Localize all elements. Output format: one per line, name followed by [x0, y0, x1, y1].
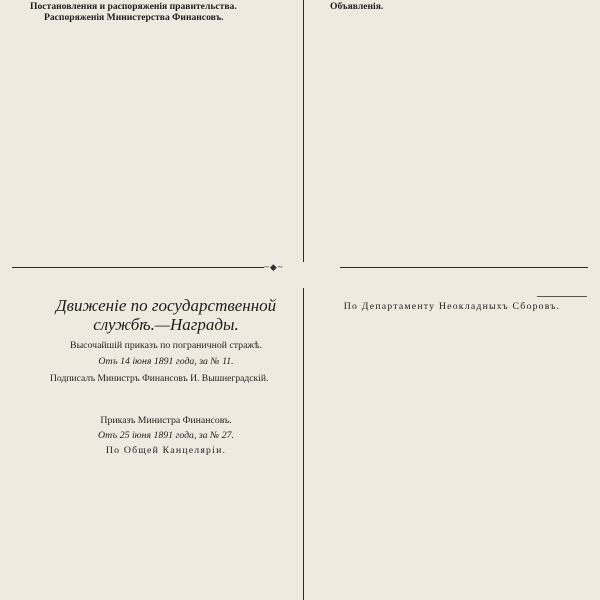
- ministry-order-date: Отъ 25 іюня 1891 года, за № 27.: [98, 429, 234, 441]
- subheading-rule: [537, 296, 587, 297]
- indirect-taxes-subheading: По Департаменту Неокладныхъ Сборовъ.: [343, 301, 561, 312]
- ministry-order-title: Приказъ Министра Финансовъ.: [100, 414, 232, 426]
- divider-ornament: ~◆~: [264, 262, 284, 272]
- ministry-orders-heading: Распоряженія Министерства Финансовъ.: [44, 11, 224, 23]
- announcements-label: Объявленія.: [330, 2, 384, 12]
- section-divider-left: [12, 267, 264, 268]
- section-heading: Движеніе по государственной службѣ.—Награды.: [55, 296, 277, 334]
- top-left-column: [30, 2, 292, 260]
- section-heading-partial: Постановления и распоряженія правительства.: [30, 2, 237, 12]
- column-divider-bottom: [303, 288, 304, 600]
- imperial-order-signature: Подписалъ Министръ Финансовъ И. Вышнеградскій.: [50, 373, 269, 384]
- column-divider-top: [303, 0, 304, 262]
- general-chancellery-subtitle: По Общей Канцеляріи.: [105, 444, 227, 456]
- bottom-right-column: [316, 292, 588, 600]
- top-right-column: [316, 2, 588, 260]
- bottom-left-column: [36, 340, 296, 600]
- section-divider-right: [340, 267, 588, 268]
- imperial-order-title: Высочайшій приказъ по пограничной стражѣ.: [70, 340, 262, 351]
- imperial-order-date: Отъ 14 іюня 1891 года, за № 11.: [98, 356, 234, 367]
